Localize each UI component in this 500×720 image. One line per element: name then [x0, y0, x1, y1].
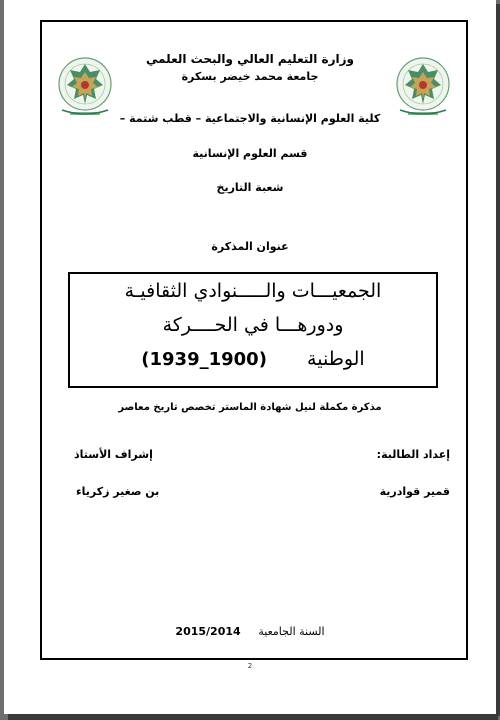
page-shadow-bottom [8, 714, 498, 720]
page-shadow-right [496, 4, 500, 716]
page-number: 2 [247, 662, 253, 670]
memo-title-label: عنوان المذكرة [211, 240, 289, 253]
university-line: جامعة محمد خيضر بسكرة [181, 70, 319, 83]
ministry-line: وزارة التعليم العالي والبحث العلمي [145, 52, 355, 66]
thesis-title-dates: (1900_1939) [141, 349, 267, 370]
academic-year-label: السنة الجامعية [258, 625, 325, 638]
thesis-title-national: الوطنية [307, 348, 365, 370]
branch-line: شعبة التاريخ [216, 181, 284, 194]
student-label: إعداد الطالبة: [376, 448, 450, 461]
thesis-title-line-3 [70, 348, 436, 370]
thesis-title-line-2: ودورهـــا في الحــــركة [162, 314, 344, 336]
academic-year [4, 625, 496, 638]
academic-year-value: 2015/2014 [175, 625, 241, 638]
degree-subtitle: مذكرة مكملة لنيل شهادة الماستر تخصص تاريخ معاصر [118, 402, 382, 413]
department-line: قسم العلوم الإنسانية [192, 147, 308, 160]
document-page [4, 0, 496, 714]
student-name: قمير قوادرية [379, 485, 450, 498]
faculty-line: كلية العلوم الإنسانية والاجتماعية – قطب شتمة – [119, 112, 381, 125]
supervisor-label: إشراف الأستاذ [74, 448, 153, 461]
supervisor-name: بن صغير زكرياء [76, 485, 160, 498]
thesis-title-box [68, 272, 438, 388]
thesis-title-line-1: الجمعيـــات والـــــنوادي الثقافيـة [124, 280, 382, 302]
